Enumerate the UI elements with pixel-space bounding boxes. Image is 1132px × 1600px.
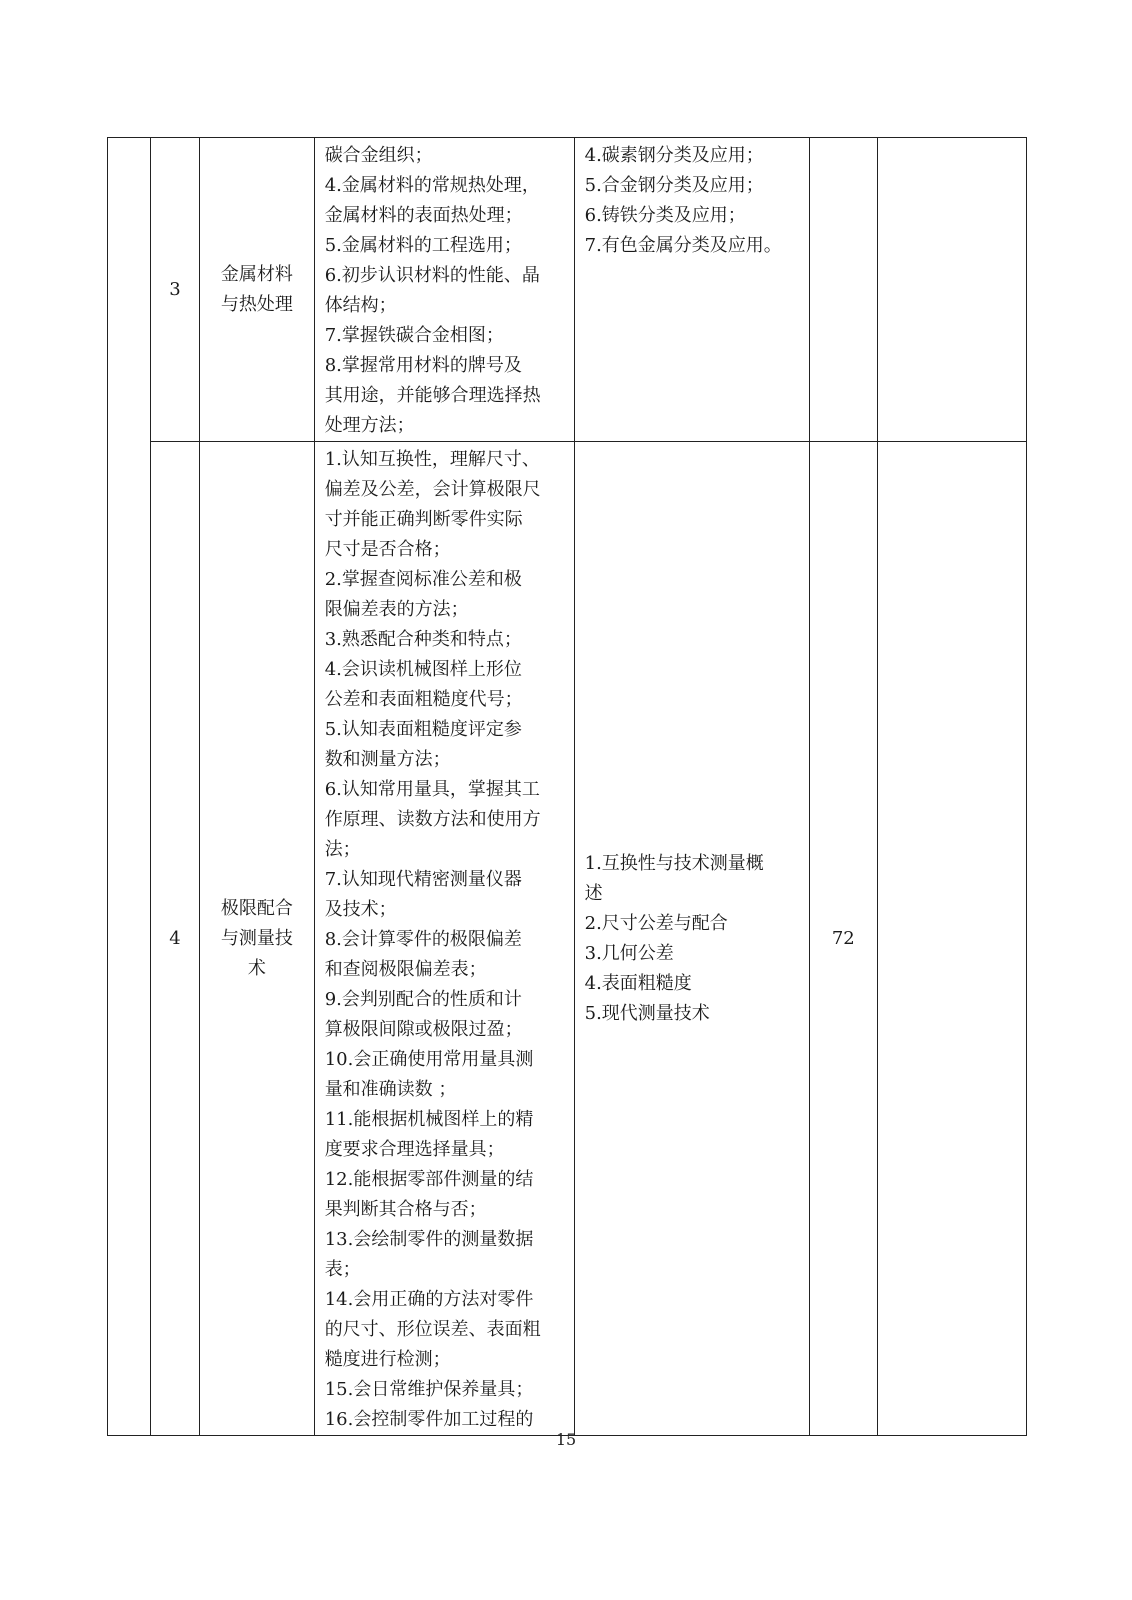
content-line: 6.铸铁分类及应用； xyxy=(584,205,746,226)
requirement-line: 尺寸是否合格； xyxy=(324,539,451,560)
requirement-line: 2.掌握查阅标准公差和极 xyxy=(324,569,522,590)
requirement-line: 7.认知现代精密测量仪器 xyxy=(324,869,522,890)
requirement-line: 4.会识读机械图样上形位 xyxy=(324,659,522,680)
content-cell xyxy=(574,138,809,442)
requirement-line: 8.会计算零件的极限偏差 xyxy=(324,929,522,950)
requirement-line: 8.掌握常用材料的牌号及 xyxy=(324,355,522,376)
row-number: 3 xyxy=(150,138,199,442)
requirements-cell xyxy=(314,138,574,442)
requirement-line: 5.金属材料的工程选用； xyxy=(324,235,522,256)
requirement-line: 及技术； xyxy=(324,899,397,920)
requirement-line: 表； xyxy=(324,1259,361,1280)
requirement-line: 量和准确读数 ； xyxy=(324,1079,457,1100)
content-line: 述 xyxy=(584,882,603,904)
module-name-line: 与热处理 xyxy=(220,293,293,315)
requirement-line: 12.能根据零部件测量的结 xyxy=(324,1169,534,1190)
row-number: 4 xyxy=(150,442,199,1436)
requirement-line: 和查阅极限偏差表； xyxy=(324,959,487,980)
content-line: 5.合金钢分类及应用； xyxy=(584,175,764,196)
content-line: 1.互换性与技术测量概 xyxy=(584,852,764,874)
content-line: 4.表面粗糙度 xyxy=(584,972,692,994)
requirement-line: 算极限间隙或极限过盈； xyxy=(324,1019,523,1040)
remarks-cell xyxy=(877,138,1026,442)
requirement-line: 16.会控制零件加工过程的 xyxy=(324,1409,534,1430)
content-line: 4.碳素钢分类及应用； xyxy=(584,145,764,166)
requirement-line: 14.会用正确的方法对零件 xyxy=(324,1289,534,1310)
content-line: 5.现代测量技术 xyxy=(584,1002,710,1024)
hours-cell: 72 xyxy=(810,442,878,1436)
requirement-line: 1.认知互换性，理解尺寸、 xyxy=(324,449,540,470)
table-row-4 xyxy=(108,442,1027,1436)
requirement-line: 果判断其合格与否； xyxy=(324,1199,487,1220)
content-line: 7.有色金属分类及应用。 xyxy=(584,235,782,256)
requirement-line: 寸并能正确判断零件实际 xyxy=(324,509,523,530)
requirement-line: 9.会判别配合的性质和计 xyxy=(324,989,522,1010)
requirement-line: 偏差及公差，会计算极限尺 xyxy=(324,479,541,500)
requirement-line: 糙度进行检测； xyxy=(324,1349,451,1370)
requirement-line: 体结构； xyxy=(324,295,397,316)
requirement-line: 4.金属材料的常规热处理， xyxy=(324,175,540,196)
category-cell xyxy=(108,138,151,1436)
hours-cell xyxy=(810,138,878,442)
page-number: 15 xyxy=(555,1430,577,1449)
requirement-line: 公差和表面粗糙度代号； xyxy=(324,689,523,710)
requirement-line: 10.会正确使用常用量具测 xyxy=(324,1049,534,1070)
requirement-line: 碳合金组织； xyxy=(324,145,433,166)
requirement-line: 的尺寸、形位误差、表面粗 xyxy=(324,1319,541,1340)
requirement-line: 其用途，并能够合理选择热 xyxy=(324,385,541,406)
requirement-line: 法； xyxy=(324,839,361,860)
course-table xyxy=(107,137,1027,1436)
requirement-line: 数和测量方法； xyxy=(324,749,451,770)
table-row-3 xyxy=(108,138,1027,442)
content-line: 3.几何公差 xyxy=(584,942,674,964)
requirements-cell xyxy=(314,442,574,1436)
requirement-line: 6.认知常用量具，掌握其工 xyxy=(324,779,540,800)
module-name-line: 术 xyxy=(247,957,266,979)
requirement-line: 金属材料的表面热处理； xyxy=(324,205,523,226)
module-name xyxy=(200,138,315,442)
requirement-line: 处理方法； xyxy=(324,415,415,436)
content-cell xyxy=(574,442,809,1436)
content-line: 2.尺寸公差与配合 xyxy=(584,912,728,934)
requirement-line: 15.会日常维护保养量具； xyxy=(324,1379,534,1400)
module-name-line: 极限配合 xyxy=(220,897,293,919)
requirement-line: 3.熟悉配合种类和特点； xyxy=(324,629,522,650)
module-name xyxy=(200,442,315,1436)
module-name-line: 金属材料 xyxy=(220,263,293,285)
requirement-line: 11.能根据机械图样上的精 xyxy=(324,1109,534,1130)
module-name-line: 与测量技 xyxy=(220,927,293,949)
remarks-cell xyxy=(877,442,1026,1436)
requirement-line: 6.初步认识材料的性能、晶 xyxy=(324,265,540,286)
requirement-line: 7.掌握铁碳合金相图； xyxy=(324,325,504,346)
requirement-line: 5.认知表面粗糙度评定参 xyxy=(324,719,522,740)
requirement-line: 13.会绘制零件的测量数据 xyxy=(324,1229,534,1250)
requirement-line: 限偏差表的方法； xyxy=(324,599,469,620)
requirement-line: 作原理、读数方法和使用方 xyxy=(324,809,541,830)
requirement-line: 度要求合理选择量具； xyxy=(324,1139,505,1160)
